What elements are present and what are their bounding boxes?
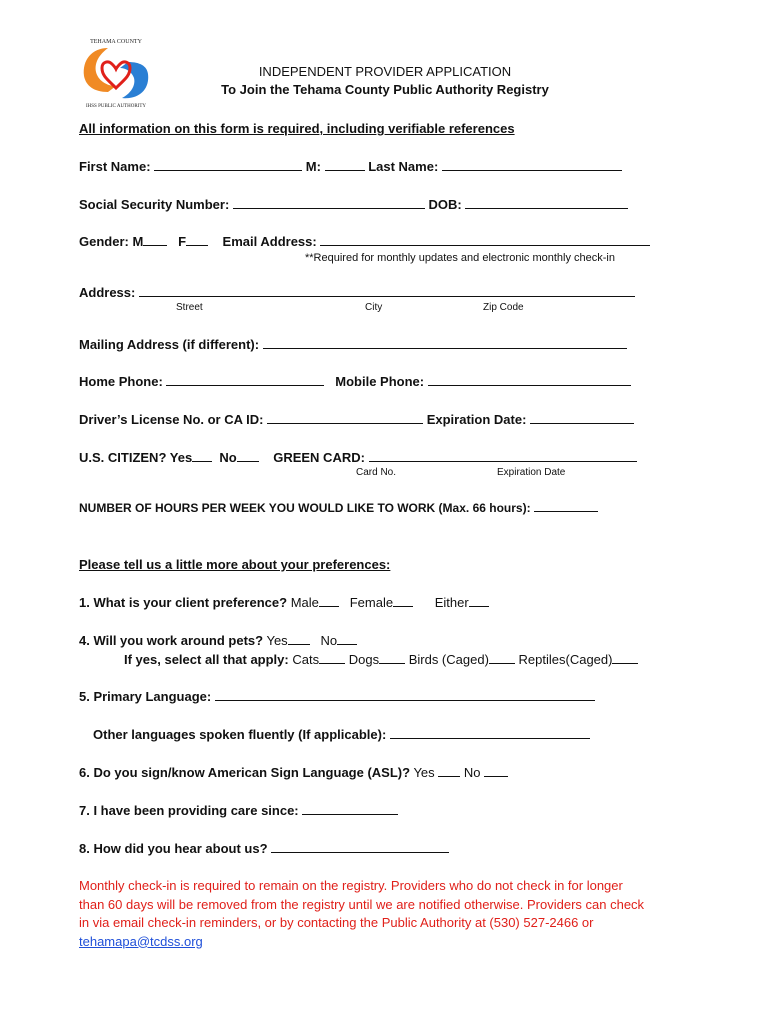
- middle-initial-field[interactable]: [325, 158, 365, 171]
- card-exp-caption: Expiration Date: [497, 467, 566, 478]
- q4-row: [79, 632, 357, 648]
- gender-male-label: Gender: M: [79, 234, 144, 249]
- q6-no-label: No: [463, 765, 481, 780]
- pets-birds-label: Birds (Caged): [408, 652, 489, 667]
- checkin-line-2: than 60 days will be removed from the registry until we are notified otherwise. Providers can check: [79, 896, 645, 912]
- citizen-yes-field[interactable]: [192, 449, 212, 462]
- pets-reptiles-field[interactable]: [612, 651, 638, 664]
- q5-other-field[interactable]: [390, 726, 590, 739]
- email-note: **Required for monthly updates and electronic monthly check-in: [305, 252, 615, 264]
- q5-row: [79, 688, 595, 704]
- pets-cats-field[interactable]: [319, 651, 345, 664]
- license-label: Driver’s License No. or CA ID:: [79, 412, 264, 427]
- q1-male-label: Male: [290, 595, 319, 610]
- contact-email-link[interactable]: tehamapa@tcdss.org: [79, 933, 203, 949]
- q8-label: 8. How did you hear about us?: [79, 841, 268, 856]
- required-notice: All information on this form is required, including verifiable references: [79, 121, 515, 136]
- ssn-field[interactable]: [233, 196, 425, 209]
- card-no-caption: Card No.: [356, 467, 397, 478]
- q1-female-label: Female: [349, 595, 394, 610]
- citizen-row: [79, 449, 637, 465]
- license-row: [79, 411, 634, 427]
- gender-female-label: F: [178, 234, 187, 249]
- checkin-line-3: in via email check-in reminders, or by contacting the Public Authority at (530) 527-2466 or: [79, 915, 594, 930]
- q4-no-label: No: [320, 633, 338, 648]
- pets-dogs-field[interactable]: [379, 651, 405, 664]
- q4-yes-field[interactable]: [288, 632, 310, 645]
- q7-row: [79, 802, 398, 818]
- q5-label: 5. Primary Language:: [79, 689, 212, 704]
- address-label: Address:: [79, 285, 136, 300]
- green-card-label: GREEN CARD:: [273, 450, 365, 465]
- logo-bottom-text: IHSS PUBLIC AUTHORITY: [85, 104, 147, 109]
- q4-no-field[interactable]: [337, 632, 357, 645]
- mobile-phone-field[interactable]: [428, 373, 631, 386]
- logo-top-text: TEHAMA COUNTY: [90, 39, 142, 45]
- phone-row: [79, 373, 631, 389]
- q7-label: 7. I have been providing care since:: [79, 803, 299, 818]
- pets-sub-label: If yes, select all that apply:: [124, 652, 289, 667]
- first-name-label: First Name:: [79, 159, 151, 174]
- expiration-field[interactable]: [530, 411, 634, 424]
- mailing-row: [79, 336, 627, 352]
- email-field[interactable]: [320, 233, 650, 246]
- q6-yes-label: Yes: [413, 765, 435, 780]
- checkin-notice: [79, 877, 644, 951]
- last-name-label: Last Name:: [368, 159, 439, 174]
- form-title: INDEPENDENT PROVIDER APPLICATION: [258, 64, 512, 79]
- q6-yes-field[interactable]: [438, 764, 460, 777]
- mailing-field[interactable]: [263, 336, 627, 349]
- checkin-line-1: Monthly check-in is required to remain on the registry. Providers who do not check in for longer: [79, 878, 623, 893]
- street-caption: Street: [176, 302, 203, 313]
- green-card-field[interactable]: [369, 449, 637, 462]
- gender-male-field[interactable]: [143, 233, 167, 246]
- hours-row: [79, 499, 598, 515]
- preferences-heading: Please tell us a little more about your preferences:: [79, 557, 391, 572]
- mailing-label: Mailing Address (if different):: [79, 337, 260, 352]
- email-label: Email Address:: [222, 234, 317, 249]
- pets-cats-label: Cats: [292, 652, 320, 667]
- q6-no-field[interactable]: [484, 764, 508, 777]
- zip-caption: Zip Code: [483, 302, 524, 313]
- q1-either-field[interactable]: [469, 594, 489, 607]
- q1-label: 1. What is your client preference?: [79, 595, 288, 610]
- citizen-no-field[interactable]: [237, 449, 259, 462]
- last-name-field[interactable]: [442, 158, 622, 171]
- dob-field[interactable]: [465, 196, 628, 209]
- mobile-phone-label: Mobile Phone:: [335, 374, 425, 389]
- q8-row: [79, 840, 449, 856]
- license-field[interactable]: [267, 411, 423, 424]
- city-caption: City: [365, 302, 383, 313]
- pets-birds-field[interactable]: [489, 651, 515, 664]
- gender-female-field[interactable]: [186, 233, 208, 246]
- dob-label: DOB:: [428, 197, 462, 212]
- q1-row: [79, 594, 489, 610]
- home-phone-field[interactable]: [166, 373, 324, 386]
- first-name-field[interactable]: [154, 158, 302, 171]
- ssn-row: [79, 196, 628, 212]
- q1-female-field[interactable]: [393, 594, 413, 607]
- q7-field[interactable]: [302, 802, 398, 815]
- pets-reptiles-label: Reptiles(Caged): [518, 652, 613, 667]
- citizen-no-label: No: [219, 450, 237, 465]
- q1-either-label: Either: [434, 595, 469, 610]
- hours-label: NUMBER OF HOURS PER WEEK YOU WOULD LIKE TO WORK (Max. 66 hours):: [79, 501, 531, 515]
- q8-field[interactable]: [271, 840, 449, 853]
- hours-field[interactable]: [534, 499, 598, 512]
- q5-other-label: Other languages spoken fluently (If applicable):: [93, 727, 387, 742]
- q6-label: 6. Do you sign/know American Sign Language (ASL)?: [79, 765, 411, 780]
- pets-dogs-label: Dogs: [348, 652, 380, 667]
- form-subtitle: To Join the Tehama County Public Authority Registry: [221, 82, 549, 97]
- address-field[interactable]: [139, 284, 635, 297]
- q5-other-row: [93, 726, 590, 742]
- middle-initial-label: M:: [305, 159, 321, 174]
- name-row: [79, 158, 622, 174]
- q4-yes-label: Yes: [266, 633, 288, 648]
- citizen-yes-label: U.S. CITIZEN? Yes: [79, 450, 193, 465]
- q6-row: [79, 764, 508, 780]
- pets-row: [124, 651, 638, 667]
- home-phone-label: Home Phone:: [79, 374, 163, 389]
- gender-email-row: [79, 233, 650, 249]
- q1-male-field[interactable]: [319, 594, 339, 607]
- q4-label: 4. Will you work around pets?: [79, 633, 264, 648]
- ssn-label: Social Security Number:: [79, 197, 230, 212]
- expiration-label: Expiration Date:: [426, 412, 527, 427]
- q5-field[interactable]: [215, 688, 595, 701]
- address-row: [79, 284, 635, 300]
